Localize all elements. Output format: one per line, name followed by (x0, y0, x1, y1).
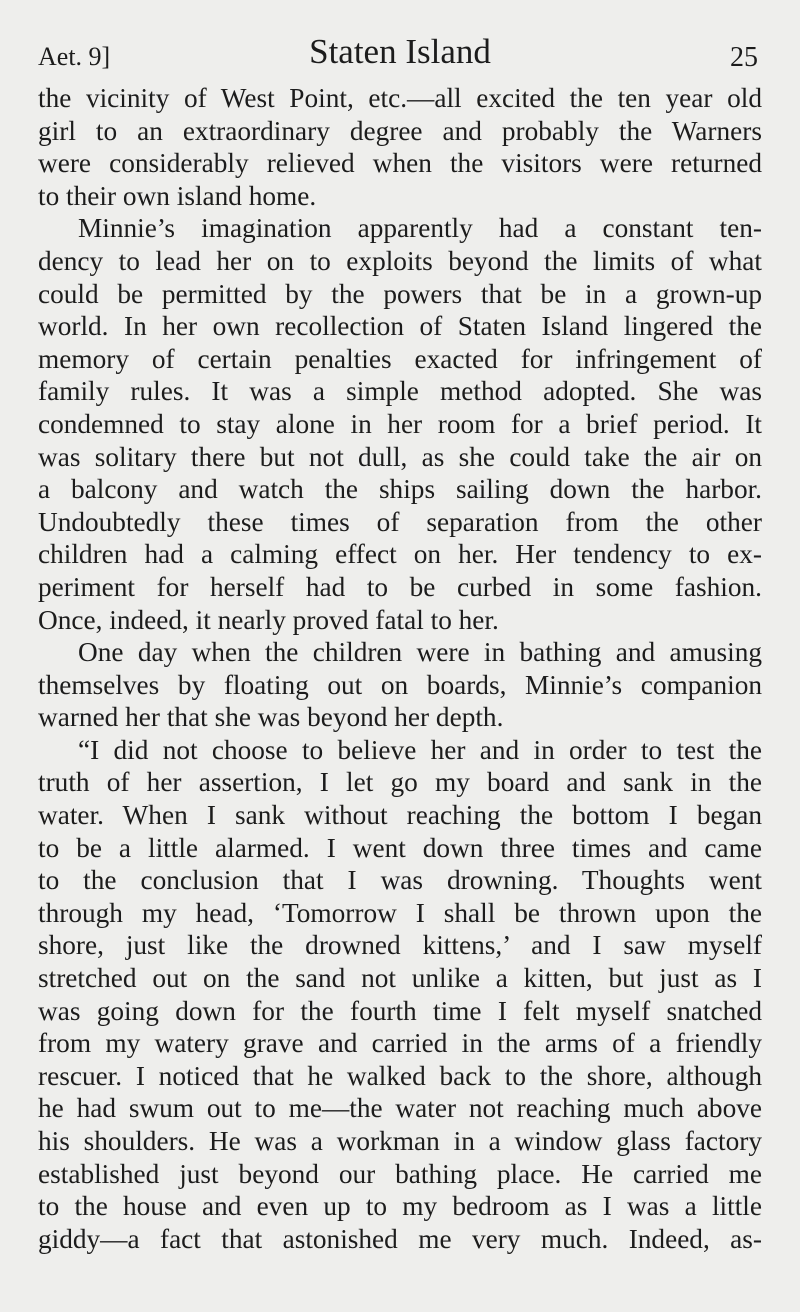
text-line: family rules. It was a simple method adopted. She was (38, 376, 762, 407)
body-text (38, 82, 762, 1255)
text-line: was solitary there but not dull, as she could take the air on (38, 441, 762, 472)
text-line: to the conclusion that I was drowning. Thoughts went (38, 865, 762, 896)
text-line: condemned to stay alone in her room for a brief period. It (38, 408, 762, 439)
text-line: warned her that she was beyond her depth. (38, 702, 504, 733)
text-line: world. In her own recollection of Staten Island lingered the (38, 311, 762, 342)
text-line: he had swum out to me—the water not reaching much above (38, 1093, 762, 1124)
text-line: girl to an extraordinary degree and probably the Warners (38, 115, 762, 146)
running-head (38, 30, 762, 78)
text-line: to the house and even up to my bedroom as I was a little (38, 1191, 762, 1222)
text-line: the vicinity of West Point, etc.—all excited the ten year old (38, 83, 762, 113)
text-line: from my watery grave and carried in the arms of a friendly (38, 1028, 762, 1059)
running-head-left: Aet. 9] (38, 42, 111, 71)
text-line: truth of her assertion, I let go my board and sank in the (38, 767, 762, 798)
text-line: through my head, ‘Tomorrow I shall be thrown upon the (38, 897, 762, 928)
text-line: his shoulders. He was a workman in a window glass factory (38, 1126, 762, 1156)
text-line: Minnie’s imagination apparently had a constant ten- (78, 213, 762, 244)
text-line: to their own island home. (38, 180, 317, 211)
text-line: themselves by floating out on boards, Minnie’s companion (38, 669, 762, 700)
page-number: 25 (730, 42, 758, 73)
text-line: shore, just like the drowned kittens,’ and I saw myself (38, 930, 762, 961)
text-line: giddy—a fact that astonished me very much. Indeed, as- (38, 1223, 762, 1254)
text-line: periment for herself had to be curbed in some fashion. (38, 571, 762, 602)
text-line: children had a calming effect on her. Her tendency to ex- (38, 539, 762, 570)
text-line: Undoubtedly these times of separation from the other (38, 506, 762, 537)
text-line: “I did not choose to believe her and in order to test the (78, 734, 762, 765)
text-line: dency to lead her on to exploits beyond the limits of what (38, 245, 762, 276)
text-line: One day when the children were in bathing and amusing (78, 637, 762, 668)
text-line: were considerably relieved when the visitors were returned (38, 148, 762, 179)
running-head-title: Staten Island (309, 32, 491, 71)
text-line: could be permitted by the powers that be in a grown-up (38, 278, 762, 309)
text-line: a balcony and watch the ships sailing down the harbor. (38, 474, 762, 505)
text-line: water. When I sank without reaching the bottom I began (38, 800, 762, 831)
text-line: Once, indeed, it nearly proved fatal to her. (38, 604, 499, 635)
text-line: to be a little alarmed. I went down three times and came (38, 832, 762, 863)
text-line: rescuer. I noticed that he walked back to the shore, although (38, 1060, 762, 1091)
text-line: memory of certain penalties exacted for infringement of (38, 343, 762, 374)
text-line: stretched out on the sand not unlike a kitten, but just as I (38, 963, 762, 994)
text-line: was going down for the fourth time I felt myself snatched (38, 995, 762, 1026)
text-line: established just beyond our bathing place. He carried me (38, 1158, 762, 1189)
